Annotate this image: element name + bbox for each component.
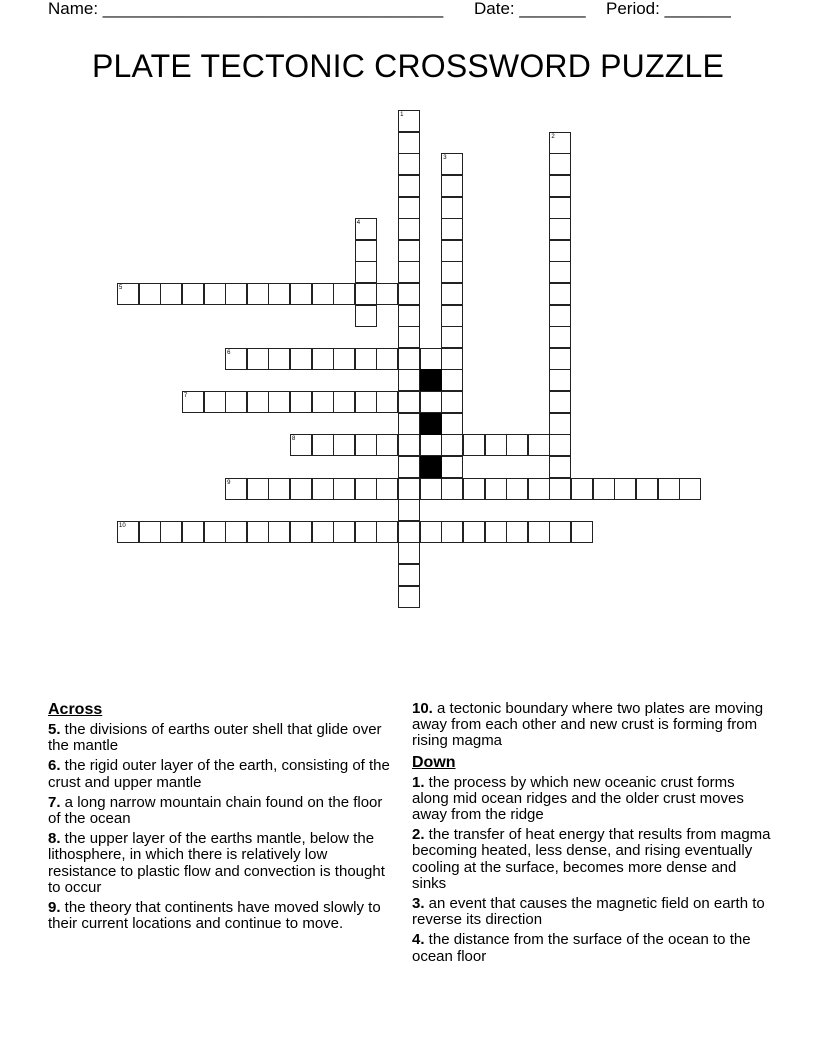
grid-cell[interactable] xyxy=(549,369,571,391)
grid-cell[interactable] xyxy=(441,283,463,305)
grid-cell[interactable] xyxy=(441,478,463,500)
grid-cell[interactable] xyxy=(420,348,442,370)
grid-cell[interactable] xyxy=(485,434,507,456)
grid-cell[interactable] xyxy=(463,521,485,543)
grid-cell[interactable] xyxy=(376,348,398,370)
grid-cell[interactable] xyxy=(376,434,398,456)
blocked-cell xyxy=(420,456,442,478)
grid-cell[interactable] xyxy=(593,478,615,500)
grid-cell[interactable] xyxy=(312,283,334,305)
clue-across-6: 6. the rigid outer layer of the earth, consisting of the crust and upper mantle xyxy=(48,757,390,791)
grid-cell[interactable] xyxy=(247,391,269,413)
grid-cell[interactable] xyxy=(139,521,161,543)
grid-cell[interactable] xyxy=(333,478,355,500)
clue-down-3: 3. an event that causes the magnetic field on earth to reverse its direction xyxy=(412,895,765,929)
grid-cell[interactable] xyxy=(333,521,355,543)
grid-cell[interactable] xyxy=(355,283,377,305)
clue-across-5: 5. the divisions of earths outer shell that glide over the mantle xyxy=(48,721,382,755)
grid-cell[interactable] xyxy=(441,391,463,413)
clue-number-3: 3 xyxy=(443,155,447,162)
grid-cell[interactable] xyxy=(333,348,355,370)
clue-number-9: 9 xyxy=(227,479,231,486)
grid-cell[interactable] xyxy=(312,391,334,413)
grid-cell[interactable] xyxy=(204,283,226,305)
grid-cell[interactable] xyxy=(398,132,420,154)
name-field[interactable]: Name: ____________________________________ xyxy=(48,0,444,18)
grid-cell[interactable] xyxy=(247,283,269,305)
grid-cell[interactable] xyxy=(204,521,226,543)
grid-cell[interactable] xyxy=(549,175,571,197)
grid-cell[interactable] xyxy=(636,478,658,500)
grid-cell[interactable] xyxy=(420,391,442,413)
grid-cell[interactable] xyxy=(398,499,420,521)
grid-cell[interactable] xyxy=(441,369,463,391)
grid-cell[interactable] xyxy=(441,434,463,456)
clue-down-1: 1. the process by which new oceanic crust forms along mid ocean ridges and the older crust moves away from the ridge xyxy=(412,773,744,824)
date-field[interactable]: Date: _______ xyxy=(474,0,586,18)
grid-cell[interactable] xyxy=(549,283,571,305)
grid-cell[interactable] xyxy=(398,326,420,348)
grid-cell[interactable] xyxy=(679,478,701,500)
grid-cell[interactable] xyxy=(312,521,334,543)
clue-number-2: 2 xyxy=(551,133,555,140)
blocked-cell xyxy=(420,369,442,391)
grid-cell[interactable] xyxy=(355,478,377,500)
puzzle-title: PLATE TECTONIC CROSSWORD PUZZLE xyxy=(91,48,725,84)
grid-cell[interactable] xyxy=(528,434,550,456)
grid-cell[interactable] xyxy=(247,521,269,543)
grid-cell[interactable] xyxy=(376,391,398,413)
grid-cell[interactable] xyxy=(398,240,420,262)
clue-number-10: 10 xyxy=(119,522,126,529)
grid-cell[interactable] xyxy=(420,478,442,500)
grid-cell[interactable] xyxy=(549,240,571,262)
grid-cell[interactable] xyxy=(290,478,312,500)
grid-cell[interactable] xyxy=(441,413,463,435)
clue-across-9: 9. the theory that continents have moved slowly to their current locations and continue to move. xyxy=(48,899,381,933)
grid-cell[interactable] xyxy=(420,434,442,456)
grid-cell[interactable] xyxy=(528,478,550,500)
grid-cell[interactable] xyxy=(398,283,420,305)
grid-cell[interactable] xyxy=(441,240,463,262)
blocked-cell xyxy=(420,413,442,435)
grid-cell[interactable] xyxy=(333,391,355,413)
grid-cell[interactable] xyxy=(355,348,377,370)
grid-cell[interactable] xyxy=(549,218,571,240)
grid-cell[interactable] xyxy=(441,175,463,197)
clue-down-4: 4. the distance from the surface of the ocean to the ocean floor xyxy=(412,931,751,965)
grid-cell[interactable] xyxy=(398,521,420,543)
grid-cell[interactable] xyxy=(571,521,593,543)
grid-cell[interactable] xyxy=(333,283,355,305)
grid-cell[interactable] xyxy=(549,413,571,435)
grid-cell[interactable] xyxy=(463,478,485,500)
clue-number-8: 8 xyxy=(292,436,296,443)
clue-number-4: 4 xyxy=(356,220,361,227)
clue-across-10: 10. a tectonic boundary where two plates are moving away from each other and new crust is forming from rising magma xyxy=(412,700,764,750)
clue-number-5: 5 xyxy=(119,285,123,291)
clue-number-7: 7 xyxy=(183,393,188,400)
grid-cell[interactable] xyxy=(268,348,290,370)
grid-cell[interactable] xyxy=(549,478,571,500)
grid-cell[interactable] xyxy=(225,283,247,305)
grid-cell[interactable] xyxy=(549,261,571,283)
grid-cell[interactable] xyxy=(376,478,398,500)
grid-cell[interactable] xyxy=(398,175,420,197)
grid-cell[interactable] xyxy=(355,434,377,456)
grid-cell[interactable] xyxy=(549,348,571,370)
grid-cell[interactable] xyxy=(398,413,420,435)
grid-cell[interactable] xyxy=(290,283,312,305)
grid-cell[interactable] xyxy=(441,348,463,370)
grid-cell[interactable] xyxy=(485,478,507,500)
grid-cell[interactable] xyxy=(268,478,290,500)
grid-cell[interactable] xyxy=(398,434,420,456)
clues-right-column xyxy=(412,701,772,969)
grid-cell[interactable] xyxy=(441,218,463,240)
grid-cell[interactable] xyxy=(441,261,463,283)
grid-cell[interactable] xyxy=(247,478,269,500)
grid-cell[interactable] xyxy=(441,521,463,543)
grid-cell[interactable] xyxy=(312,434,334,456)
period-field[interactable]: Period: _______ xyxy=(606,0,731,18)
grid-cell[interactable] xyxy=(355,391,377,413)
grid-cell[interactable] xyxy=(398,391,420,413)
grid-cell[interactable] xyxy=(398,478,420,500)
grid-cell[interactable] xyxy=(420,521,442,543)
grid-cell[interactable] xyxy=(355,261,377,283)
grid-cell[interactable] xyxy=(225,391,247,413)
grid-cell[interactable] xyxy=(182,283,204,305)
grid-cell[interactable] xyxy=(528,521,550,543)
grid-cell[interactable] xyxy=(441,326,463,348)
grid-cell[interactable] xyxy=(398,261,420,283)
grid-cell[interactable] xyxy=(398,197,420,219)
grid-cell[interactable] xyxy=(225,521,247,543)
grid-cell[interactable] xyxy=(355,240,377,262)
grid-cell[interactable] xyxy=(441,456,463,478)
grid-cell[interactable] xyxy=(549,305,571,327)
clue-number-1: 1 xyxy=(400,112,404,118)
down-heading: Down xyxy=(412,753,456,771)
grid-cell[interactable] xyxy=(290,348,312,370)
grid-cell[interactable] xyxy=(398,586,420,608)
grid-cell[interactable] xyxy=(160,283,182,305)
grid-cell[interactable] xyxy=(160,521,182,543)
grid-cell[interactable] xyxy=(139,283,161,305)
grid-cell[interactable] xyxy=(182,521,204,543)
clue-across-7: 7. a long narrow mountain chain found on the floor of the ocean xyxy=(48,793,383,828)
grid-cell[interactable] xyxy=(441,305,463,327)
grid-cell[interactable] xyxy=(549,521,571,543)
grid-cell[interactable] xyxy=(376,283,398,305)
clue-number-6: 6 xyxy=(227,349,231,356)
grid-cell[interactable] xyxy=(549,153,571,175)
grid-cell[interactable] xyxy=(614,478,636,500)
grid-cell[interactable] xyxy=(290,521,312,543)
grid-cell[interactable] xyxy=(355,521,377,543)
grid-cell[interactable] xyxy=(355,305,377,327)
grid-cell[interactable] xyxy=(312,348,334,370)
grid-cell[interactable] xyxy=(571,478,593,500)
grid-cell[interactable] xyxy=(506,521,528,543)
grid-cell[interactable] xyxy=(506,434,528,456)
grid-cell[interactable] xyxy=(398,542,420,564)
grid-cell[interactable] xyxy=(398,369,420,391)
grid-cell[interactable] xyxy=(398,564,420,586)
grid-cell[interactable] xyxy=(549,326,571,348)
grid-cell[interactable] xyxy=(268,391,290,413)
grid-cell[interactable] xyxy=(247,348,269,370)
clues-left-column xyxy=(48,701,398,936)
grid-cell[interactable] xyxy=(204,391,226,413)
clue-across-8: 8. the upper layer of the earths mantle, below the lithosphere, in which there is relatively low resistance to plastic flow and convection is thought to occur xyxy=(48,830,385,896)
grid-cell[interactable] xyxy=(658,478,680,500)
grid-cell[interactable] xyxy=(549,391,571,413)
across-heading: Across xyxy=(48,701,103,718)
clue-down-2: 2. the transfer of heat energy that results from magma becoming heated, less dense, and rising eventually cooling at the surface, becomes more dense and sinks xyxy=(412,826,771,892)
grid-cell[interactable] xyxy=(312,478,334,500)
grid-cell[interactable] xyxy=(441,197,463,219)
grid-cell[interactable] xyxy=(376,521,398,543)
grid-cell[interactable] xyxy=(290,391,312,413)
grid-cell[interactable] xyxy=(398,218,420,240)
grid-cell[interactable] xyxy=(398,348,420,370)
grid-cell[interactable] xyxy=(268,283,290,305)
grid-cell[interactable] xyxy=(268,521,290,543)
grid-cell[interactable] xyxy=(549,456,571,478)
grid-cell[interactable] xyxy=(398,153,420,175)
grid-cell[interactable] xyxy=(549,197,571,219)
grid-cell[interactable] xyxy=(463,434,485,456)
grid-cell[interactable] xyxy=(398,305,420,327)
grid-cell[interactable] xyxy=(506,478,528,500)
grid-cell[interactable] xyxy=(398,456,420,478)
grid-cell[interactable] xyxy=(485,521,507,543)
grid-cell[interactable] xyxy=(333,434,355,456)
grid-cell[interactable] xyxy=(549,434,571,456)
